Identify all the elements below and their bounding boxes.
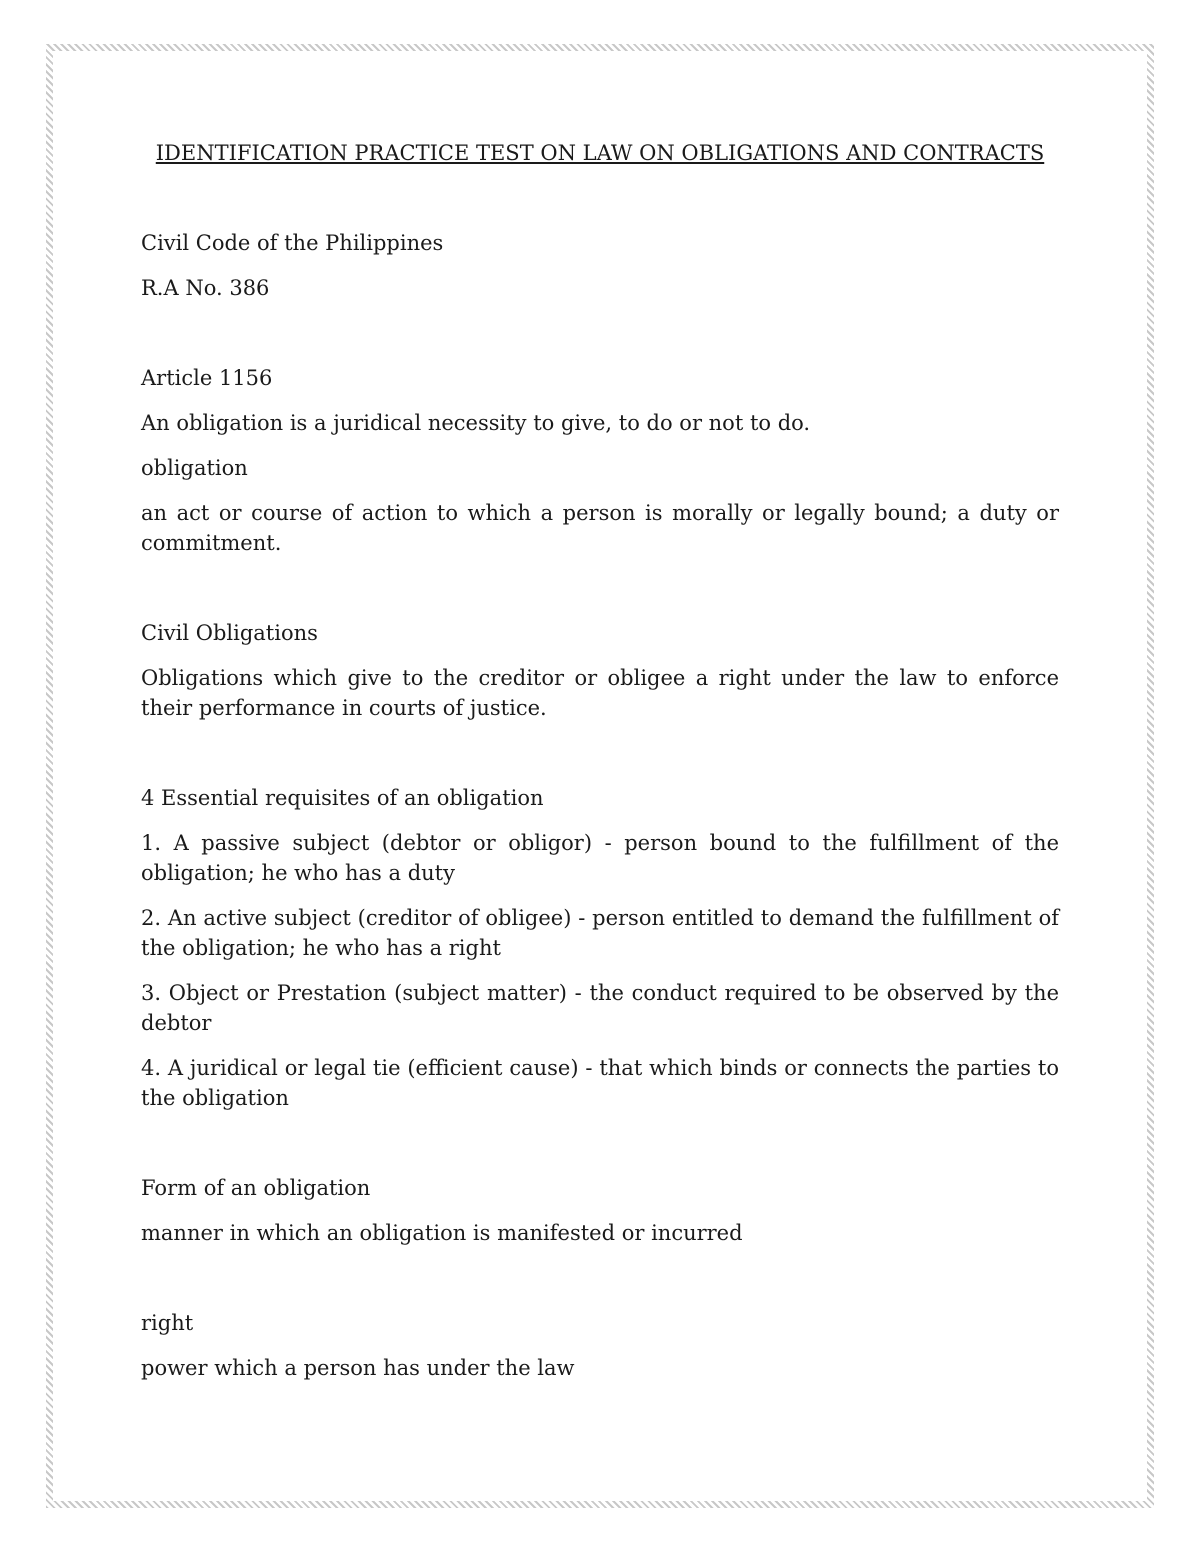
section-right xyxy=(141,1308,1059,1383)
text-ra-number: R.A No. 386 xyxy=(141,276,270,300)
heading-article: Article 1156 xyxy=(141,366,273,390)
definition-right: power which a person has under the law xyxy=(141,1356,575,1380)
section-civil-code xyxy=(141,228,1059,303)
document-body xyxy=(141,138,1059,1443)
requisite-item: 3. Object or Prestation (subject matter) - the conduct required to be observed by the debtor xyxy=(141,981,1059,1035)
definition-obligation: an act or course of action to which a person is morally or legally bound; a duty or commitment. xyxy=(141,501,1059,555)
requisite-item: 4. A juridical or legal tie (efficient cause) - that which binds or connects the parties to the obligation xyxy=(141,1056,1059,1110)
heading-civil-code: Civil Code of the Philippines xyxy=(141,231,444,255)
term-right: right xyxy=(141,1311,194,1335)
section-form-of-obligation xyxy=(141,1173,1059,1248)
term-obligation: obligation xyxy=(141,456,248,480)
definition-civil-obligations: Obligations which give to the creditor or obligee a right under the law to enforce their performance in courts of justice. xyxy=(141,666,1059,720)
requisite-item: 1. A passive subject (debtor or obligor) - person bound to the fulfillment of the obligation; he who has a duty xyxy=(141,831,1059,885)
section-essential-requisites xyxy=(141,783,1059,1113)
definition-form-of-obligation: manner in which an obligation is manifested or incurred xyxy=(141,1221,743,1245)
section-civil-obligations xyxy=(141,618,1059,723)
term-form-of-obligation: Form of an obligation xyxy=(141,1176,371,1200)
document-title: IDENTIFICATION PRACTICE TEST ON LAW ON OBLIGATIONS AND CONTRACTS xyxy=(155,141,1045,165)
heading-essential-requisites: 4 Essential requisites of an obligation xyxy=(141,786,544,810)
requisite-item: 2. An active subject (creditor of obligee) - person entitled to demand the fulfillment of the obligation; he who has a right xyxy=(141,906,1059,960)
section-article-1156 xyxy=(141,363,1059,558)
term-civil-obligations: Civil Obligations xyxy=(141,621,318,645)
article-text: An obligation is a juridical necessity to give, to do or not to do. xyxy=(141,411,811,435)
